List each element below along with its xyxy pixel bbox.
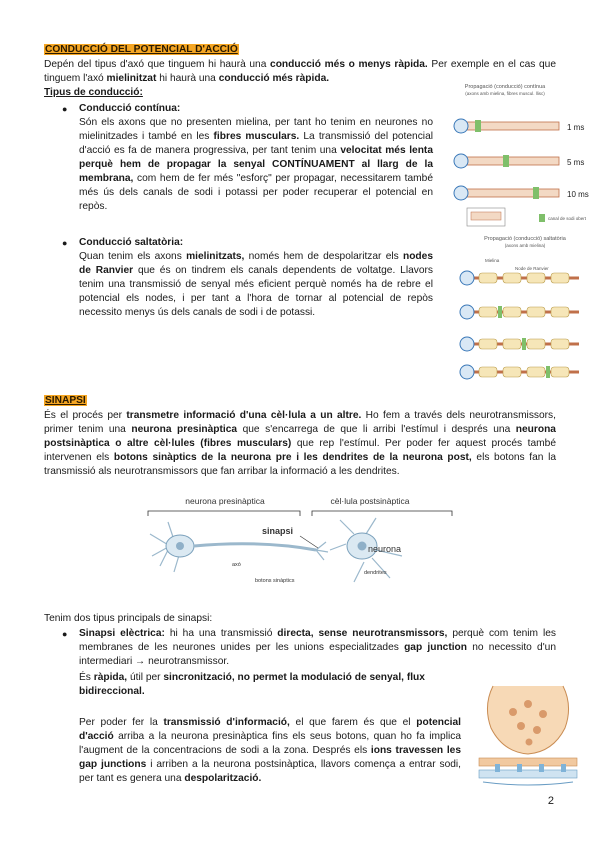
continua-text: Són els axons que no presenten mielina, per tant ho tenim en neurones no mielinitzades i també en les fibres musculars. La transmissió del potencial d'acció es fa de manera progressiva, per tant tenim una velocitat més lenta perquè hem de propagar la senyal CONTÍNUAMENT al llarg de la membrana, com hem de fer més "esforç" per propagar, necessitarem també més ús dels canals de sodi i potassi per poder recuperar el potencial en repòs. — [79, 117, 433, 212]
bullet-continua: ● Conducció contínua: Són els axons que no presenten mielina, per tant ho tenim en neurones no mielinitzades i també en les fibres musculars. La transmissió del potencial d'acció es fa de manera progressiva, per tant tenim una velocitat més lenta perquè hem de propagar la senyal CONTÍNUAMENT al llarg de la membrana, com hem de fer més "esforç" per propagar, necessitarem també més ús dels canals de sodi i potassi per poder recuperar el potencial en repòs. — [62, 103, 433, 212]
section-title-conduccio: CONDUCCIÓ DEL POTENCIAL D'ACCIÓ — [45, 44, 238, 55]
myelin-row-3 — [460, 337, 579, 351]
page-number: 2 — [547, 795, 554, 807]
continuous-conduction-figure — [445, 80, 590, 230]
types-intro: Tenim dos tipus principals de sinapsi: — [44, 613, 213, 624]
fig-bottom-caption2: (axons amb mielina) — [504, 243, 546, 248]
axon-row-2 — [454, 154, 559, 168]
time-label-1: 1 ms — [567, 123, 585, 132]
sinapsi-paragraph: És el procés per transmetre informació d'una cèl·lula a un altre. Ho fem a través dels neurotransmissors, primer tenim una neurona presinàptica que s'encarrega de que li arribi l'estímul i després una neurona postsinàptica o altre cèl·lules (fibres musculars) que rep l'estímul. Per poder fer aquest procés també intervenen els botons sinàptics de la neurona pre i les dendrites de la neurona post, els botons fan la transmissió als neurotransmissors que fan arribar la informació a les dendrites. — [44, 410, 556, 477]
label-dendrites: dendrites — [364, 570, 387, 576]
myelin-row-2 — [460, 305, 579, 319]
synapse-diagram — [140, 494, 460, 594]
axon-row-1 — [454, 119, 559, 133]
fig-top-caption1: Propagació (conducció) contínua — [464, 84, 546, 90]
time-label-2: 5 ms — [567, 158, 585, 167]
fig-bottom-caption1: Propagació (conducció) saltatòria — [484, 236, 566, 242]
label-postsinaptica: cèl·lula postsinàptica — [330, 496, 410, 506]
bullet-dot: ● — [62, 104, 68, 114]
myelin-row-1 — [460, 271, 579, 285]
fig-top-legend: canal de sodi obert — [548, 216, 587, 221]
section-title-sinapsi: SINAPSI — [45, 395, 86, 406]
saltatory-conduction-figure — [455, 232, 590, 384]
label-botons: botons sinàptics — [255, 578, 295, 584]
myelin-row-4 — [460, 365, 579, 379]
bullet-electrica: ● Sinapsi elèctrica: hi ha una transmissió directa, sense neurotransmissors, perquè com tenim les membranes de les neurones unides per les unions especialitzades gap junction no necessito d'un intermediari → neurotransmissor. — [62, 628, 556, 667]
label-mielina: Mielina — [485, 258, 500, 263]
label-neurona: neurona — [368, 544, 402, 554]
saltatoria-text: Quan tenim els axons mielinitzats, només hem de despolaritzar els nodes de Ranvier que és on tindrem els canals dependents de voltatge. Llavors tenim una transmissió de senyal més eficient perquè només ha de rebre el potencial els nodes, i per tant a l'hora de tornar al potencial de repòs necessito menys ús dels canals de sodi i de potassi. — [79, 251, 433, 318]
bullet-dot: ● — [62, 629, 68, 639]
types-heading: Tipus de conducció: — [44, 87, 143, 98]
time-label-3: 10 ms — [567, 190, 589, 199]
fig-top-caption2: (axons amb mielina, fibres muscul. llisc) — [465, 91, 545, 96]
label-presinaptica: neurona presinàptica — [185, 496, 265, 506]
label-sinapsi: sinapsi — [262, 526, 294, 536]
axon-row-3 — [454, 186, 559, 200]
intro-paragraph: Depén del tipus d'axó que tinguem hi haurà una conducció més o menys ràpida. Per exemple en el cas que tinguem l'axó mielinitzat hi haurà una conducció més ràpida. — [44, 59, 557, 84]
gap-junction-figure — [473, 682, 583, 790]
electrica-properties: És ràpida, útil per sincronització, no permet la modulació de senyal, flux bidireccional. — [79, 672, 425, 697]
label-node-ranvier: Node de Ranvier — [515, 266, 549, 271]
bullet-dot: ● — [62, 238, 68, 248]
bullet-saltatoria: ● Conducció saltatòria: Quan tenim els axons mielinitzats, només hem de despolaritzar els nodes de Ranvier que és on tindrem els canals dependents de voltatge. Llavors tenim una transmissió de senyal més eficient perquè només ha de rebre el potencial els nodes, i per tant a l'hora de tornar al potencial de repòs necessito menys ús dels canals de sodi i de potassi. — [62, 237, 433, 318]
label-axo: axó — [232, 562, 241, 568]
electrica-transmission: Per poder fer la transmissió d'informació, el que farem és que el potencial d'acció arriba a la neurona presinàptica fins els seus botons, quan ho fa implica l'augment de la concentracions de sodi a la zona. Després els ions travessen les gap junctions i arriben a la neurona postsinàptica, llavors comença a entrar sodi, per tant es genera una despolarització. — [79, 717, 462, 784]
